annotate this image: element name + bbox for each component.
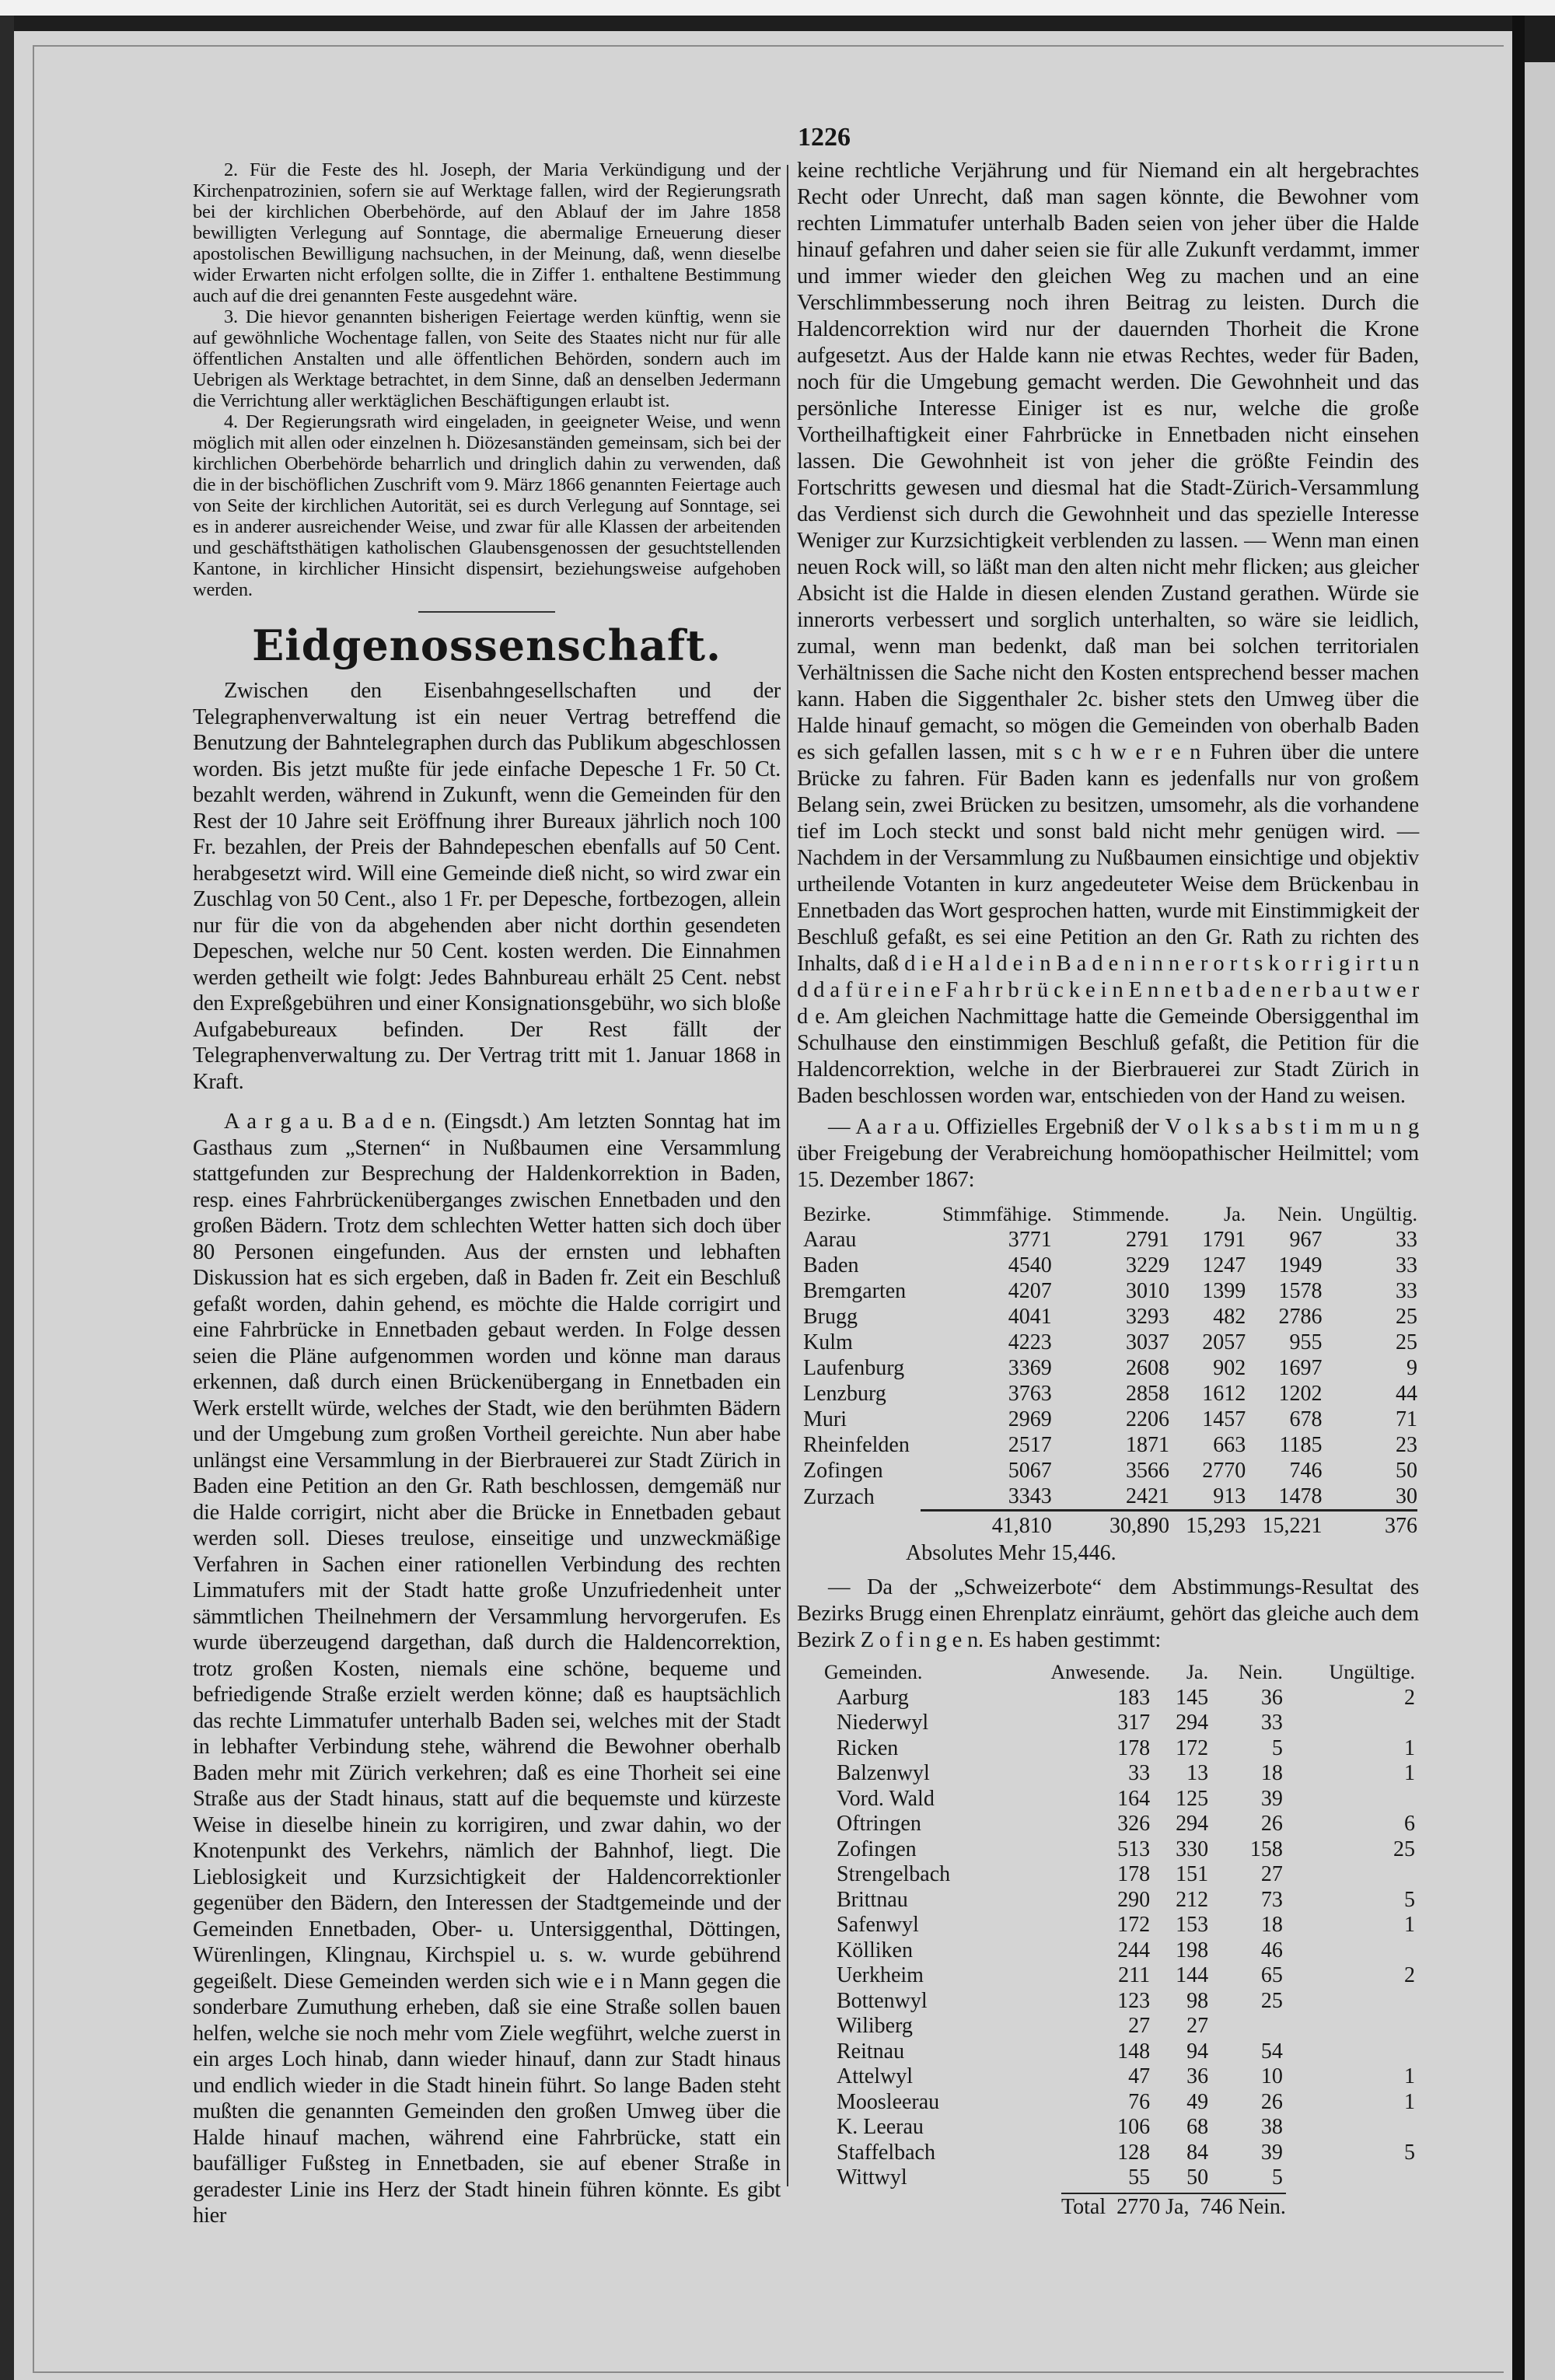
table-cell: 106 [1117,2115,1151,2139]
table-cell: 1247 [1202,1253,1246,1277]
table-row [824,1812,1415,1837]
total-nein: 746 Nein. [1200,2194,1286,2219]
table-cell [1283,2014,1415,2039]
table-cell: 151 [1176,1862,1209,1886]
table-cell: 244 [1117,1938,1151,1962]
table-cell [1283,1787,1415,1812]
table-cell: 211 [1118,1963,1151,1987]
table-cell: 2421 [1125,1484,1169,1508]
total-cell [803,1511,921,1539]
table-cell: 1399 [1202,1279,1246,1303]
table-cell: 39 [1260,2140,1283,2165]
column-header: Ja. [1186,1661,1209,1683]
table-cell: 25 [1396,1330,1417,1354]
row-name: Muri [803,1407,847,1431]
table-row [803,1304,1417,1330]
total-ja: 2770 Ja, [1116,2194,1190,2219]
table-cell: 2770 [1202,1459,1246,1483]
zofingen-intro-paragraph: — Da der „Schweizerbote“ dem Abstimmungs-Resultat des Bezirks Brugg einen Ehrenplatz einräumt, gehört das gleiche auch dem Bezirk Z o f i n g e n. Es haben gestimmt: [797,1575,1419,1652]
row-name: Wiliberg [837,2014,913,2038]
row-name: K. Leerau [837,2115,924,2139]
table-cell: 2858 [1125,1382,1169,1406]
table-cell: 2517 [1008,1433,1052,1457]
table-row [803,1330,1417,1355]
table-cell: 23 [1396,1433,1417,1457]
table-cell: 25 [1260,1988,1283,2013]
row-name: Moosleerau [837,2089,940,2114]
table-row [824,1862,1415,1888]
table-row [824,1711,1415,1736]
table-cell: 18 [1260,1761,1283,1785]
column-header: Nein. [1277,1203,1323,1225]
table-row [803,1381,1417,1407]
row-name: Aarau [803,1228,857,1252]
table-cell: 678 [1289,1407,1323,1431]
total-line [1061,2193,1286,2221]
total-cell: 376 [1322,1511,1417,1539]
row-name: Zofingen [803,1459,883,1483]
table-cell: 33 [1128,1761,1151,1785]
column-header: Gemeinden. [824,1661,923,1683]
table-row [824,1913,1415,1938]
row-name: Baden [803,1253,859,1277]
table-cell: 294 [1176,1812,1209,1836]
table-cell: 663 [1213,1433,1246,1457]
table-row [824,1686,1415,1711]
right-column [797,158,1419,2221]
column-divider [787,165,788,2186]
next-page-edge [1525,62,1555,2380]
row-name: Attelwyl [837,2064,913,2088]
scan-left-edge [0,16,14,2380]
row-name: Aarburg [837,1685,909,1710]
paragraph-item-3: 3. Die hievor genannten bisherigen Feiertage werden künftig, wenn sie auf gewöhnliche Wochentage fallen, von Seite des Staates nicht nur für alle öffentlichen Anstalten und alle öffentlichen Behörden, sondern auch im Uebrigen als Werktage betrachtet, in dem Sinne, daß an denselben Jedermann die Verrichtung aller werktäglichen Beschäftigungen erlaubt ist. [193,306,781,411]
table-cell: 39 [1260,1786,1283,1811]
table-cell: 50 [1396,1459,1417,1483]
table-cell: 125 [1176,1786,1209,1811]
table-cell: 2969 [1008,1407,1052,1431]
table-cell: 158 [1249,1837,1283,1861]
table-cell: 18 [1260,1913,1283,1937]
paragraph-item-4: 4. Der Regierungsrath wird eingeladen, in geeigneter Weise, und wenn möglich mit allen oder einzelnen h. Diözesanständen gemeinsam, sich bei der kirchlichen Oberbehörde beharrlich und dringlich dahin zu verwenden, daß die in der bischöflichen Zuschrift vom 9. März 1866 genannten Feiertage auch von Seite der kirchlichen Autorität, sei es durch Verlegung auf Sonntage, sei es in anderer ausreichender Weise, und zwar für alle Klassen der arbeitenden und geschäftsthätigen katholischen Glaubensgenossen der gesuchtstellenden Kantone, in kirchlicher Hinsicht dispensirt, beziehungsweise aufgehoben werden. [193,411,781,600]
table-cell: 2 [1404,1963,1415,1987]
table-cell: 50 [1186,2165,1209,2190]
table-cell: 290 [1117,1887,1151,1912]
table-cell: 3229 [1125,1253,1169,1277]
column-header: Ja. [1224,1203,1246,1225]
column-header: Stimmende. [1072,1203,1169,1225]
table-cell: 1697 [1278,1356,1323,1380]
table-cell: 1 [1404,2064,1415,2088]
table-header-row [824,1660,1415,1686]
table-row [824,1888,1415,1913]
table-cell [1208,2014,1283,2039]
row-name: Brittnau [837,1887,908,1912]
table-cell: 38 [1260,2115,1283,2139]
absolute-majority: Absolutes Mehr 15,446. [906,1541,1116,1565]
table-row [824,2165,1415,2191]
table-cell: 198 [1176,1938,1209,1962]
total-cell: 15,293 [1169,1511,1246,1539]
table-row [803,1484,1417,1511]
section-heading: Eidgenossenschaft. [252,620,722,670]
table-cell: 128 [1117,2140,1151,2165]
table-cell: 47 [1128,2064,1151,2088]
table-cell: 2206 [1125,1407,1169,1431]
row-name: Uerkheim [837,1963,924,1987]
table-cell: 6 [1404,1812,1415,1836]
table-row [824,1989,1415,2015]
table-cell: 98 [1186,1988,1209,2013]
table-cell: 746 [1289,1459,1323,1483]
row-name: Kulm [803,1330,853,1354]
table-cell: 330 [1176,1837,1209,1861]
table-cell: 4223 [1008,1330,1052,1354]
table-cell: 967 [1289,1228,1323,1252]
table-cell: 5 [1404,2140,1415,2165]
table-cell [1283,2039,1415,2065]
table-cell: 94 [1186,2039,1209,2064]
paragraph-item-2: 2. Für die Feste des hl. Joseph, der Maria Verkündigung und der Kirchenpatrozinien, sofern sie auf Werktage fallen, wird der Regierungsrath bei der kirchlichen Oberbehörde, auf den Ablauf der im Jahre 1858 bewilligten Verlegung auf Sonntage, die abermalige Erneuerung dieser apostolischen Bewilligung nachsuchen, in der Meinung, daß, wenn dieselbe wider Erwarten nicht erfolgen sollte, die in Ziffer 1. enthaltene Bestimmung auch auf die drei genannten Feste ausgedehnt wäre. [193,159,781,306]
table-cell: 1 [1404,1761,1415,1785]
scan-right-edge [1512,16,1525,2380]
table-cell: 3037 [1125,1330,1169,1354]
table-row [824,2064,1415,2090]
table-cell [1283,1989,1415,2015]
table-cell: 3369 [1008,1356,1052,1380]
table-row [803,1278,1417,1304]
table-cell: 144 [1176,1963,1209,1987]
total-cell: 30,890 [1052,1511,1169,1539]
table-cell: 326 [1117,1812,1151,1836]
table-cell [1283,1938,1415,1964]
row-name: Vord. Wald [837,1786,935,1811]
table-cell: 145 [1176,1685,1209,1710]
table-row [824,2039,1415,2065]
total-cell: 15,221 [1246,1511,1322,1539]
table-cell: 65 [1260,1963,1283,1987]
table-cell: 44 [1396,1382,1417,1406]
table-cell: 2786 [1278,1305,1323,1329]
table-cell: 84 [1186,2140,1209,2165]
table-cell: 5 [1271,2165,1283,2190]
table-cell: 148 [1117,2039,1151,2064]
row-name: Brugg [803,1305,858,1329]
table-cell: 26 [1260,2089,1283,2114]
table-cell [1283,1862,1415,1888]
table-cell: 13 [1186,1761,1209,1785]
row-name: Reitnau [837,2039,905,2064]
aarau-intro [797,1114,1419,1193]
table-cell: 123 [1117,1988,1151,2013]
aarau-intro-paragraph: — A a r a u. Offizielles Ergebniß der V o l k s a b s t i m m u n g über Freigebung der Verabreichung homöopathischer Heilmittel; vom 15. Dezember 1867: [797,1115,1419,1192]
table-cell: 5 [1271,1735,1283,1760]
table-cell: 902 [1213,1356,1246,1380]
table-cell: 4207 [1008,1279,1052,1303]
section-divider [418,611,555,613]
table-cell: 25 [1393,1837,1415,1861]
table-header-row [803,1201,1417,1227]
table-cell: 26 [1260,1812,1283,1836]
table-row [824,2115,1415,2141]
table-cell: 1 [1404,2089,1415,2114]
row-name: Rheinfelden [803,1433,910,1457]
table-cell: 9 [1406,1356,1417,1380]
row-name: Bottenwyl [837,1988,928,2013]
table-cell: 33 [1260,1711,1283,1735]
table-cell: 4540 [1008,1253,1052,1277]
resolution-paragraphs [193,159,781,600]
row-name: Kölliken [837,1938,913,1962]
table-row [824,1963,1415,1989]
table-cell: 27 [1128,2014,1151,2038]
table-cell: 172 [1176,1735,1209,1760]
column-header: Bezirke. [803,1203,872,1225]
table-cell: 183 [1117,1685,1151,1710]
table-cell: 2057 [1202,1330,1246,1354]
table-cell: 5 [1404,1887,1415,1912]
table-cell: 4041 [1008,1305,1052,1329]
table-cell [1283,1711,1415,1736]
table-row [824,1837,1415,1863]
table-cell [1283,2165,1415,2191]
table-row [803,1355,1417,1381]
table-row [803,1253,1417,1278]
table-cell: 76 [1128,2089,1151,2114]
table-cell: 3010 [1125,1279,1169,1303]
aargau-baden-article [193,1109,781,2229]
row-name: Lenzburg [803,1382,886,1406]
table-row [803,1432,1417,1458]
table-row [824,1787,1415,1812]
table-cell: 30 [1396,1484,1417,1508]
table-cell: 955 [1289,1330,1323,1354]
row-name: Zurzach [803,1484,875,1509]
row-name: Oftringen [837,1812,921,1836]
page-number: 1226 [798,123,851,152]
row-name: Bremgarten [803,1279,907,1303]
total-label: Total [1061,2194,1106,2219]
table-cell: 1 [1404,1735,1415,1760]
row-name: Balzenwyl [837,1761,930,1785]
row-name: Ricken [837,1735,899,1760]
table-cell: 3771 [1008,1228,1052,1252]
table-cell: 1202 [1278,1382,1323,1406]
table-cell [1283,2115,1415,2141]
scan-top-margin [0,0,1555,16]
table-cell: 1612 [1202,1382,1246,1406]
table-cell: 46 [1260,1938,1283,1962]
table-cell: 33 [1396,1279,1417,1303]
table-row [803,1227,1417,1253]
table-row [824,1761,1415,1787]
total-cell: 41,810 [921,1511,1052,1539]
table-cell: 178 [1117,1862,1151,1886]
table-cell: 317 [1117,1711,1151,1735]
table-cell: 27 [1186,2014,1209,2038]
municipality-results-table [824,1660,1415,2191]
aargau-paragraph: A a r g a u. B a d e n. (Eingsdt.) Am letzten Sonntag hat im Gasthaus zum „Sternen“ in Nußbaumen eine Versammlung stattgefunden zur Besprechung der Haldenkorrektion in Baden, resp. eines Fahrbrückenüberganges zwischen Ennetbaden und den großen Bädern. Trotz dem schlechten Wetter hatten sich doch über 80 Personen eingefunden. Aus der ernsten und lebhaften Diskussion hat es sich ergeben, daß in Baden fr. Zeit ein Beschluß gefaßt worden, dahin gehend, es möchte die Halde corrigirt und eine Fahrbrücke in Ennetbaden gebaut werden. In Folge dessen seien die Pläne aufgenommen worden und könne man daraus erkennen, daß durch einen Brückenübergang in Ennetbaden ein Werk erstellt würde, welches der Stadt, wie den berühmten Bädern und der Umgebung zum großen Vortheil gereichte. Nun aber habe unlängst eine Versammlung in der Bierbrauerei zur Stadt Zürich in Baden eine Petition an den Gr. Rath beschlossen, demgemäß nur die Halde corrigirt, nicht aber die Brücke in Ennetbaden gebaut werden soll. Dieses treulose, einseitige und unzweckmäßige Verfahren in Sachen einer rationellen Verbindung des rechten Limmatufers mit der Stadt hatte große Unzufriedenheit unter sämmtlichen Theilnehmern der Versammlung hervorgerufen. Es wurde überzeugend dargethan, daß durch die Haldencorrektion, trotz großen Kosten, niemals eine schöne, bequeme und befriedigende Straße erzielt werden könne; daß es hauptsächlich das rechte Limmatufer unterhalb Baden sei, welches mit der Stadt in lebhafter Verbindung stehe, während die Bewohner oberhalb Baden mehr mit Zürich verkehren; daß es eine Thorheit sei eine Straße aus der Stadt hinaus, statt auf die bequemste und kürzeste Weise in dieselbe hinein zu korrigiren, und zwar dahin, wo der Knotenpunkt des Verkehrs, nämlich der Bahnhof, liegt. Die Lieblosigkeit und Kurzsichtigkeit der Haldencorrektionler gegenüber den Bädern, den Interessen der Stadtgemeinde und der Gemeinden Ennetbaden, Ober- u. Untersiggenthal, Döttingen, Würenlingen, Klingnau, Kirchspiel u. s. w. wurde gebührend gegeißelt. Diese Gemeinden werden sich wie e i n Mann gegen die sonderbare Zumuthung erheben, daß sie eine Straße sollen bauen helfen, welche sie noch mehr vom Ziele wegführt, welche zuerst in ein arges Loch hinab, dann wieder hinauf, dann zur Stadt hinaus und endlich wieder in die Stadt hinein führt. So lange Baden steht mußten die genannten Gemeinden den großen Umweg über die Halde hinauf machen, während eine Fahrbrücke, statt ein baufälliger Fußsteg in Ennetbaden, sie auf ebener Straße in geradester Linie ins Herz der Stadt hinein führen könnte. Es gibt hier [193,1110,781,2228]
row-name: Laufenburg [803,1356,905,1380]
telegraph-article [193,678,781,1095]
table-cell: 5067 [1008,1459,1052,1483]
table-cell: 33 [1396,1253,1417,1277]
table-cell: 1871 [1125,1433,1169,1457]
column-header: Ungültig. [1340,1203,1417,1225]
table-row [803,1407,1417,1432]
left-column [193,159,781,2229]
row-name: Safenwyl [837,1913,919,1937]
table-cell: 36 [1186,2064,1209,2088]
table-cell: 1 [1404,1913,1415,1937]
table-row [824,2090,1415,2116]
table-row [824,2014,1415,2039]
table-row [824,2141,1415,2166]
table-row [824,1736,1415,1762]
table-cell: 1791 [1202,1228,1246,1252]
table-cell: 3343 [1008,1484,1052,1508]
table-cell: 482 [1213,1305,1246,1329]
table-cell: 25 [1396,1305,1417,1329]
table-row [824,1938,1415,1964]
totals-row [803,1511,1417,1539]
table-cell: 27 [1260,1862,1283,1886]
table-cell: 73 [1260,1887,1283,1912]
table-cell: 513 [1117,1837,1151,1861]
table-cell: 2791 [1125,1228,1169,1252]
table-cell: 54 [1260,2039,1283,2064]
table-cell: 1457 [1202,1407,1246,1431]
row-name: Wittwyl [837,2165,907,2190]
row-name: Staffelbach [837,2140,935,2165]
table-cell: 71 [1396,1407,1417,1431]
table-cell: 2608 [1125,1356,1169,1380]
table-cell: 1578 [1278,1279,1323,1303]
table-cell: 212 [1176,1887,1209,1912]
table-cell: 164 [1117,1786,1151,1811]
continuation-paragraph: keine rechtliche Verjährung und für Niemand ein alt hergebrachtes Recht oder Unrecht, daß man sagen könnte, die Bewohner vom rechten Limmatufer unterhalb Baden seien von jeher über die Halde hinauf gefahren und daher seien sie für alle Zukunft verdammt, immer und immer wieder den gleichen Weg zu machen und an eine Verschlimmbesserung noch ihren Beitrag zu leisten. Durch die Haldencorrektion wird nur der dauernden Thorheit die Krone aufgesetzt. Aus der Halde kann nie etwas Rechtes, weder für Baden, noch für die Umgebung gemacht werden. Die Gewohnheit und das persönliche Interesse Einiger ist es nur, welche die große Vortheilhaftigkeit einer Fahrbrücke in Ennetbaden nicht einsehen lassen. Die Gewohnheit ist von jeher die größte Feindin des Fortschritts gewesen und diesmal hat die Stadt-Zürich-Versammlung das Verdienst sich durch die Gewohnheit und das spezielle Interesse Weniger zur Kurzsichtigkeit verblenden zu lassen. — Wenn man einen neuen Rock will, so läßt man den alten nicht mehr flicken; aus gleicher Absicht ist die Halde in diesen elenden Zustand gerathen. Würde sie innerorts verbessert und sorglich unterhalten, so wäre sie leidlich, zumal, wenn man bedenkt, daß man bei solchen territorialen Verhältnissen die Sache nicht den Kosten entsprechend besser machen kann. Haben die Siggenthaler 2c. bisher stets den Umweg über die Halde hinauf gemacht, so mögen die Gemeinden von oberhalb Baden es sich gefallen lassen, mit s c h w e r e n Fuhren über die untere Brücke zu fahren. Für Baden kann es jedenfalls nur von großem Belang sein, zwei Brücken zu besitzen, umsomehr, als die vorhandene tief im Loch steckt und sonst bald nicht mehr genügen wird. — Nachdem in der Versammlung zu Nußbaumen einsichtige und objektiv urtheilende Votanten in kurz angedeuteter Weise dem Brückenbau in Ennetbaden das Wort gesprochen hatten, wurde mit Einstimmigkeit der Beschluß gefaßt, es sei eine Petition an den Gr. Rath zu richten des Inhalts, daß d i e H a l d e i n B a d e n i n n e r o r t s k o r r i g i r t u n d d a f ü r e i n e F a h r b r ü c k e i n E n n e t b a d e n e r b a u t w e r d e. Am gleichen Nachmittage hatte die Gemeinde Obersiggenthal im Schulhause den einstimmigen Beschluß gefaßt, die Petition für die Haldencorrektion, welche in der Bierbrauerei zur Stadt Zürich in Baden beschlossen worden war, entschieden von der Hand zu weisen. [797,159,1419,1108]
column-header: Ungültige. [1329,1661,1415,1683]
row-name: Strengelbach [837,1862,951,1886]
table-cell: 294 [1176,1711,1209,1735]
column-header: Anwesende. [1050,1661,1151,1683]
table-cell: 36 [1260,1685,1283,1710]
telegraph-paragraph: Zwischen den Eisenbahngesellschaften und der Telegraphenverwaltung ist ein neuer Vertrag betreffend die Benutzung der Bahntelegraphen durch das Publikum abgeschlossen worden. Bis jetzt mußte für jede einfache Depesche 1 Fr. 50 Ct. bezahlt werden, während in Zukunft, wenn die Gemeinden für den Rest der 10 Jahre seit Eröffnung ihrer Bureaux jährlich noch 100 Fr. bezahlen, der Preis der Bahndepeschen ebenfalls auf 50 Cent. herabgesetzt wird. Will eine Gemeinde dieß nicht, so wird zwar ein Zuschlag von 50 Cent., also 1 Fr. per Depesche, fortbezogen, allein nur für die von da abgehenden aber nicht dorthin gesendeten Depeschen, welche nur 50 Cent. kosten werden. Die Einnahmen werden getheilt wie folgt: Jedes Bahnbureau erhält 25 Cent. nebst den Expreßgebühren und einer Konsignationsgebühr, wo sich bloße Aufgabebureaux befinden. Der Rest fällt der Telegraphenverwaltung zu. Der Vertrag tritt mit 1. Januar 1868 in Kraft. [193,679,781,1094]
column-header: Nein. [1238,1661,1283,1683]
table-cell: 1478 [1278,1484,1323,1508]
table-cell: 10 [1260,2064,1283,2088]
table-cell: 1949 [1278,1253,1323,1277]
zofingen-intro [797,1574,1419,1654]
table-cell: 68 [1186,2115,1209,2139]
row-name: Niederwyl [837,1711,929,1735]
table-cell: 153 [1176,1913,1209,1937]
column-header: Stimmfähige. [942,1203,1052,1225]
district-results-table [803,1201,1417,1539]
table-cell: 3293 [1125,1305,1169,1329]
table-cell: 913 [1213,1484,1246,1508]
table-cell: 33 [1396,1228,1417,1252]
table-row [803,1458,1417,1484]
table-cell: 49 [1186,2089,1209,2114]
table-cell: 2 [1404,1685,1415,1710]
table-cell: 172 [1117,1913,1151,1937]
table-cell: 1185 [1279,1433,1323,1457]
article-continuation [797,158,1419,1110]
row-name: Zofingen [837,1837,917,1861]
table-cell: 55 [1128,2165,1151,2190]
table-cell: 3763 [1008,1382,1052,1406]
table-cell: 178 [1117,1735,1151,1760]
table-cell: 3566 [1125,1459,1169,1483]
